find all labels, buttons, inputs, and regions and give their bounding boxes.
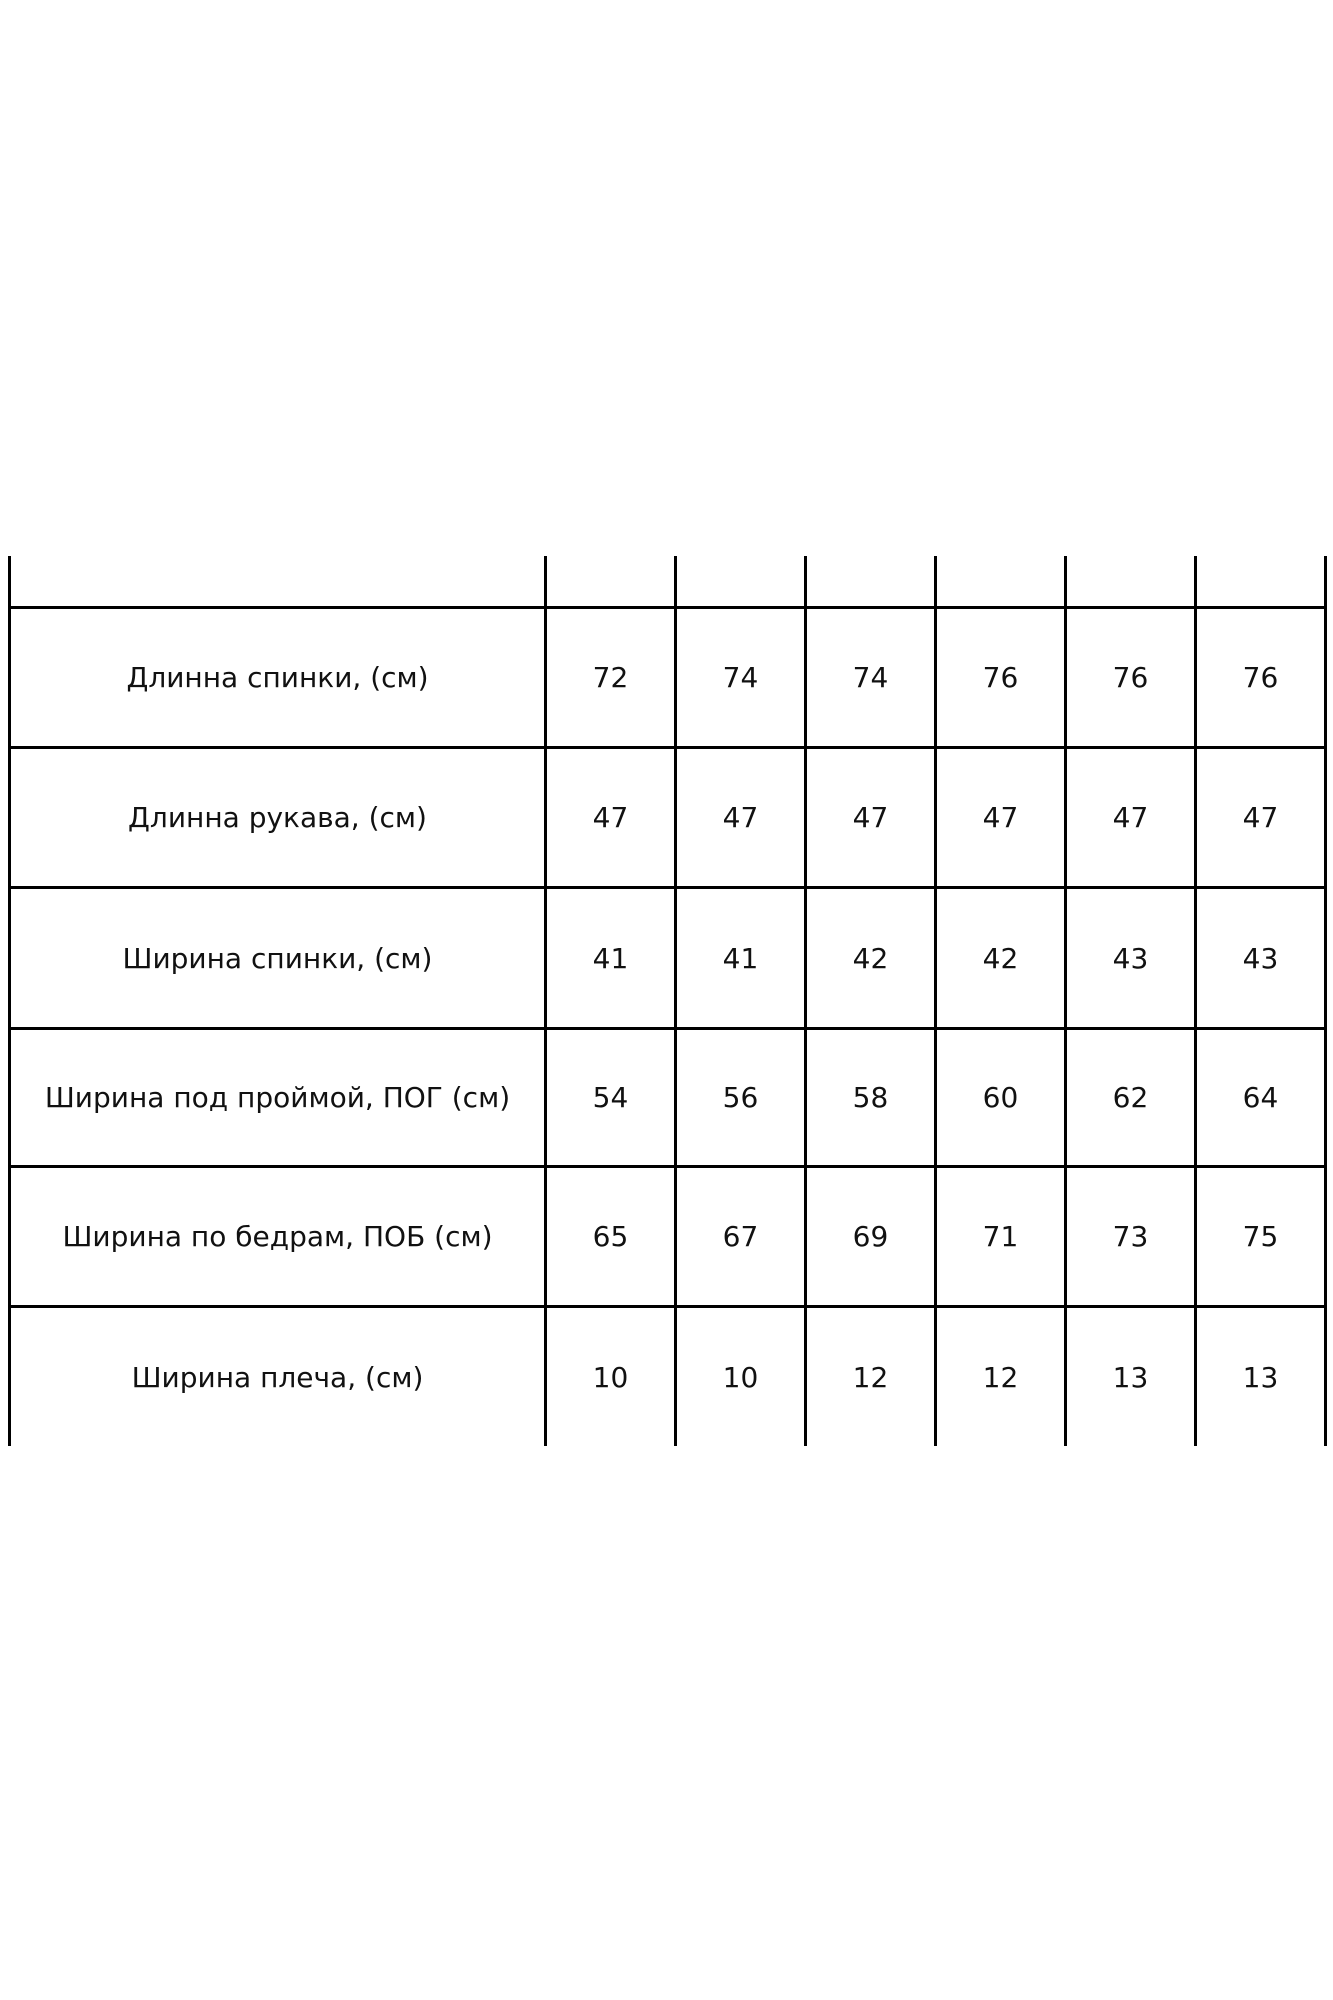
table-cell: 60 bbox=[982, 1081, 1019, 1114]
table-cell: 13 bbox=[1112, 1360, 1149, 1394]
grid-line-vertical bbox=[1324, 556, 1327, 1446]
row-label: Ширина спинки, (см) bbox=[122, 941, 433, 975]
table-cell: 76 bbox=[1242, 661, 1279, 694]
table-cell: 12 bbox=[982, 1360, 1019, 1394]
table-cell: 54 bbox=[592, 1081, 629, 1114]
table-cell: 47 bbox=[982, 801, 1019, 834]
table-cell: 76 bbox=[1112, 661, 1149, 694]
table-cell: 41 bbox=[592, 941, 629, 975]
table-cell: 65 bbox=[592, 1220, 629, 1253]
row-label: Ширина плеча, (см) bbox=[131, 1360, 424, 1394]
table-cell: 76 bbox=[982, 661, 1019, 694]
table-cell: 56 bbox=[722, 1081, 759, 1114]
table-cell: 13 bbox=[1242, 1360, 1279, 1394]
table-cell: 10 bbox=[592, 1360, 629, 1394]
table-cell: 64 bbox=[1242, 1081, 1279, 1114]
row-label: Ширина по бедрам, ПОБ (см) bbox=[62, 1220, 493, 1253]
table-cell: 72 bbox=[592, 661, 629, 694]
table-cell: 74 bbox=[722, 661, 759, 694]
table-cell: 42 bbox=[982, 941, 1019, 975]
table-cell: 47 bbox=[592, 801, 629, 834]
table-cell: 43 bbox=[1242, 941, 1279, 975]
table-cell: 41 bbox=[722, 941, 759, 975]
table-cell: 12 bbox=[852, 1360, 889, 1394]
table-cell: 42 bbox=[852, 941, 889, 975]
table-cell: 73 bbox=[1112, 1220, 1149, 1253]
row-label: Длинна рукава, (см) bbox=[128, 801, 427, 834]
row-label: Длинна спинки, (см) bbox=[126, 661, 429, 694]
table-cell: 62 bbox=[1112, 1081, 1149, 1114]
table-cell: 43 bbox=[1112, 941, 1149, 975]
table-cell: 67 bbox=[722, 1220, 759, 1253]
row-label: Ширина под проймой, ПОГ (см) bbox=[44, 1081, 511, 1114]
table-cell: 47 bbox=[1242, 801, 1279, 834]
size-table bbox=[8, 556, 1327, 1446]
table-cell: 10 bbox=[722, 1360, 759, 1394]
table-cell: 47 bbox=[852, 801, 889, 834]
table-cell: 58 bbox=[852, 1081, 889, 1114]
table-cell: 75 bbox=[1242, 1220, 1279, 1253]
table-cell: 71 bbox=[982, 1220, 1019, 1253]
table-cell: 74 bbox=[852, 661, 889, 694]
table-cell: 47 bbox=[1112, 801, 1149, 834]
table-cell: 47 bbox=[722, 801, 759, 834]
table-cell: 69 bbox=[852, 1220, 889, 1253]
